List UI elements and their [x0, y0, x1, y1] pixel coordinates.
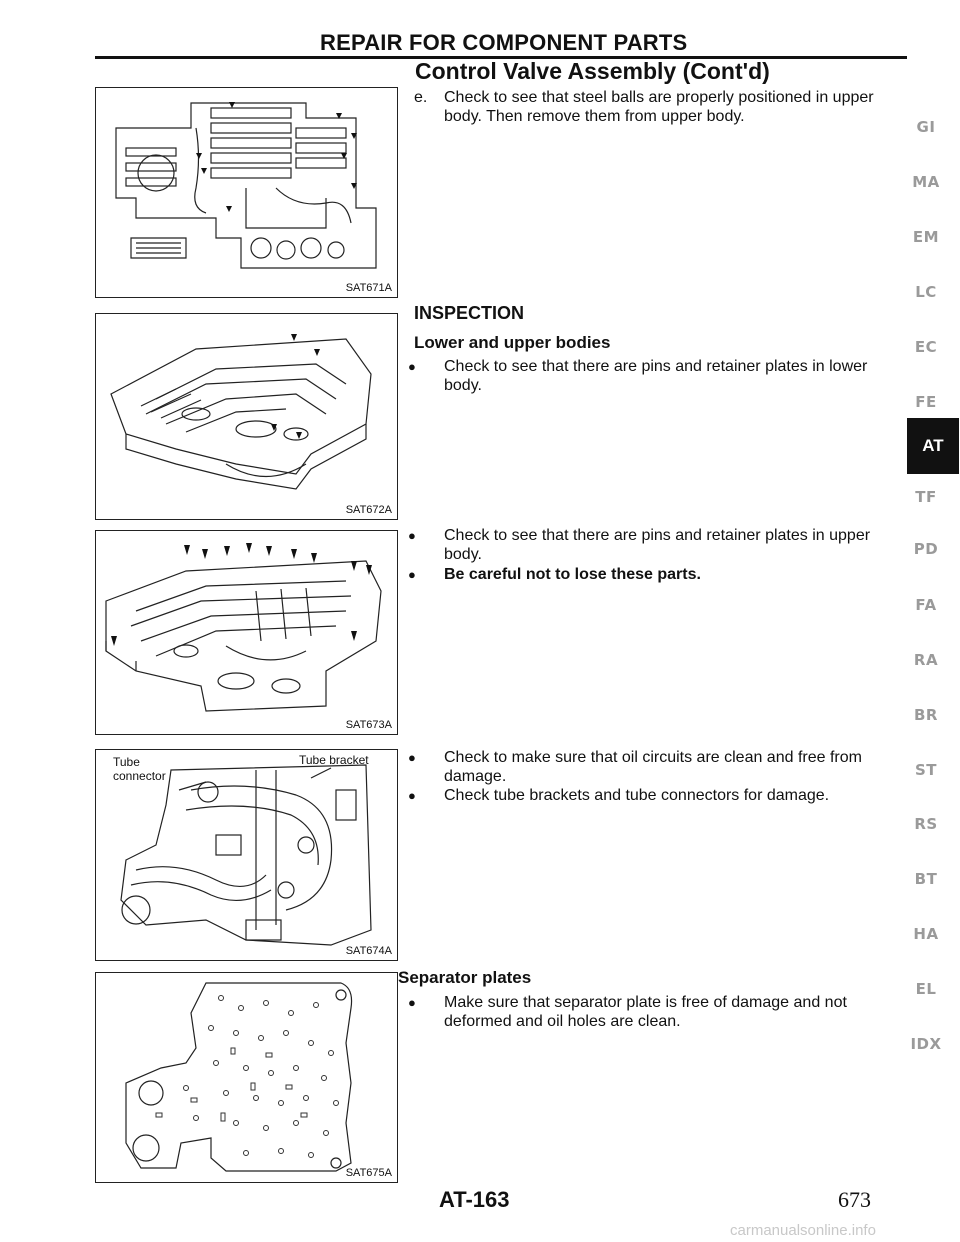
- side-tab-el[interactable]: EL: [915, 980, 937, 998]
- page-number: 673: [838, 1187, 871, 1212]
- figure-sat674a: [95, 749, 398, 961]
- figure-sat675a: [95, 972, 398, 1183]
- side-tab-br[interactable]: BR: [914, 706, 938, 724]
- page-header-title: REPAIR FOR COMPONENT PARTS: [320, 30, 688, 55]
- step-e-text: Check to see that steel balls are properly positioned in upper body. Then remove them from upper body.: [444, 89, 874, 125]
- bullet-dot: ●: [408, 750, 416, 765]
- section-title: Control Valve Assembly (Cont'd): [415, 58, 770, 84]
- lower-upper-bodies-heading: Lower and upper bodies: [414, 333, 611, 352]
- side-tab-gi[interactable]: GI: [916, 118, 936, 136]
- side-tab-st[interactable]: ST: [914, 761, 938, 779]
- bullet-lower-body-pins: [404, 357, 904, 395]
- figure-label: SAT671A: [345, 282, 392, 294]
- valve-body-illustration-2: [96, 314, 398, 520]
- callout-connector: connector: [113, 769, 166, 783]
- side-tab-ec[interactable]: EC: [914, 338, 938, 356]
- side-tab-ra[interactable]: RA: [913, 651, 939, 669]
- side-tab-at[interactable]: AT: [907, 418, 959, 474]
- side-tab-lc[interactable]: LC: [915, 283, 937, 301]
- bullet-text: Make sure that separator plate is free of damage and not deformed and oil holes are clean.: [444, 994, 847, 1030]
- side-tab-idx[interactable]: IDX: [910, 1035, 942, 1053]
- bullet-text: Be careful not to lose these parts.: [444, 566, 701, 583]
- bullet-text: Check to see that there are pins and retainer plates in lower body.: [444, 358, 868, 394]
- callout-tube-bracket: Tube bracket: [299, 753, 369, 767]
- side-tab-fa[interactable]: FA: [915, 596, 937, 614]
- bullet-dot: ●: [408, 528, 416, 543]
- side-tab-ha[interactable]: HA: [913, 925, 939, 943]
- bullet-dot: ●: [408, 359, 416, 374]
- side-tab-pd[interactable]: PD: [913, 540, 939, 558]
- side-tab-fe[interactable]: FE: [915, 393, 937, 411]
- step-e: [414, 88, 904, 126]
- separator-plate-illustration: [96, 973, 398, 1183]
- bullet-dot: ●: [408, 995, 416, 1010]
- callout-tube: Tube: [113, 755, 140, 769]
- bullet-separator-plate: [404, 993, 904, 1031]
- bullet-tube-brackets: [404, 786, 904, 805]
- bullet-text: Check to make sure that oil circuits are clean and free from damage.: [444, 749, 862, 785]
- valve-body-illustration-1: [96, 88, 398, 298]
- bullet-careful: [404, 565, 904, 584]
- side-tab-em[interactable]: EM: [912, 228, 940, 246]
- bullet-dot: ●: [408, 567, 416, 582]
- figure-sat671a: [95, 87, 398, 298]
- side-tab-bt[interactable]: BT: [914, 870, 938, 888]
- figure-label: SAT674A: [345, 945, 392, 957]
- figure-sat672a: [95, 313, 398, 520]
- figure-label: SAT673A: [345, 719, 392, 731]
- figure-label: SAT672A: [345, 504, 392, 516]
- valve-body-illustration-3: [96, 531, 398, 735]
- bullet-upper-body-pins: [404, 526, 904, 564]
- bullet-text: Check tube brackets and tube connectors for damage.: [444, 787, 830, 804]
- bullet-oil-circuits: [404, 748, 904, 786]
- separator-plates-heading: Separator plates: [398, 968, 532, 987]
- side-tab-ma[interactable]: MA: [912, 173, 940, 191]
- side-tab-tf[interactable]: TF: [915, 488, 937, 506]
- figure-label: SAT675A: [345, 1167, 392, 1179]
- inspection-heading: INSPECTION: [414, 303, 525, 323]
- figure-sat673a: [95, 530, 398, 735]
- bullet-dot: ●: [408, 788, 416, 803]
- watermark: carmanualsonline.info: [730, 1222, 876, 1239]
- bullet-text: Check to see that there are pins and retainer plates in upper body.: [444, 527, 871, 563]
- side-tab-rs[interactable]: RS: [914, 815, 938, 833]
- step-letter: e.: [414, 89, 428, 106]
- page-code: AT-163: [439, 1187, 510, 1212]
